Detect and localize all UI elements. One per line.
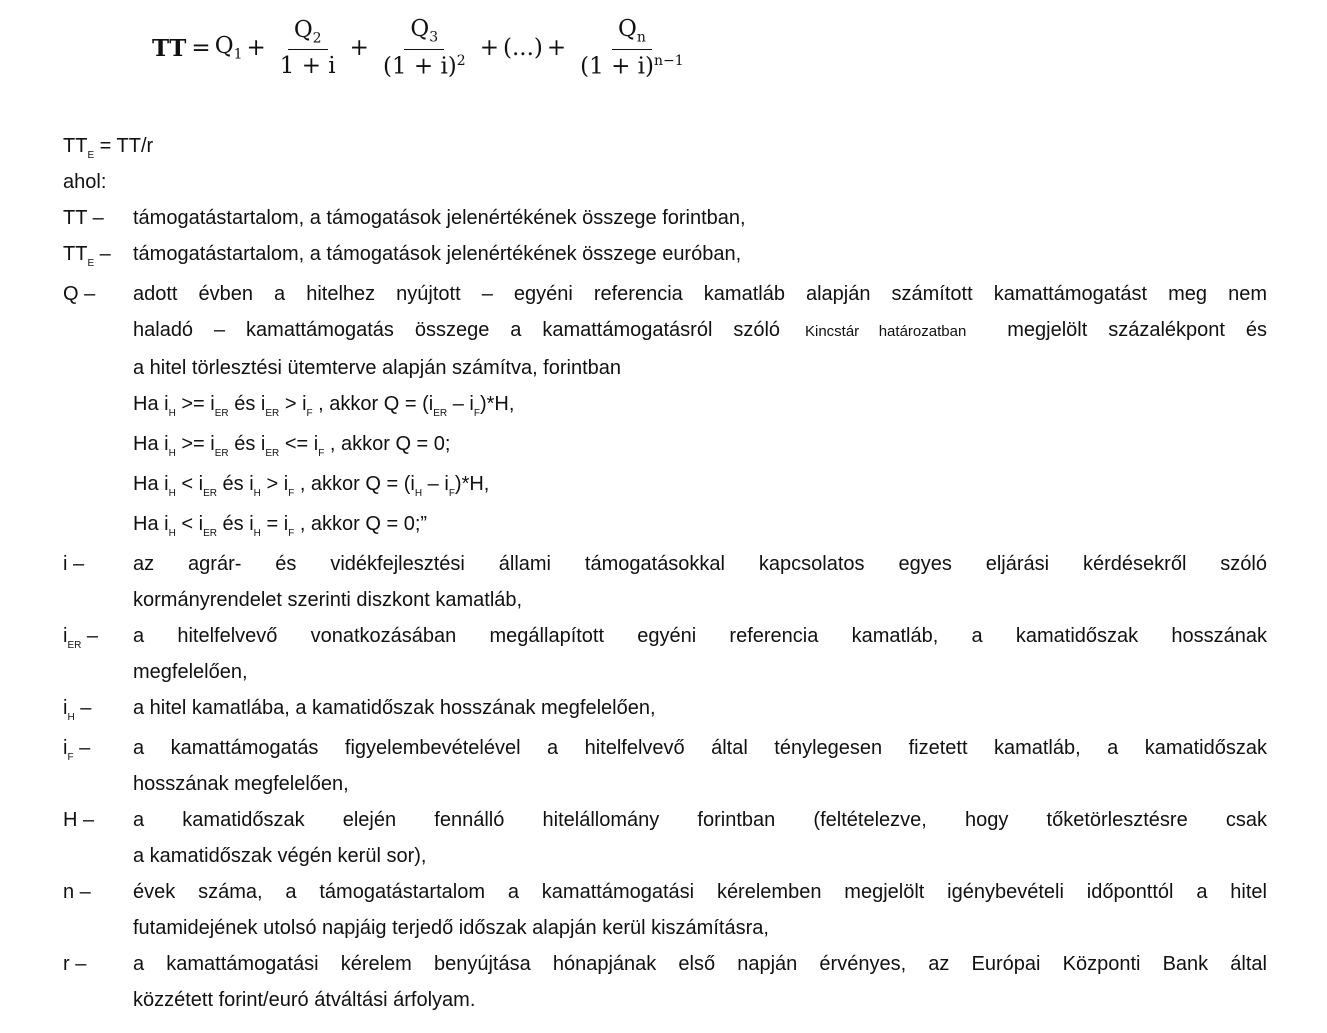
- definitions-document: [63, 128, 1267, 1018]
- definition-i: i – az agrár- és vidékfejlesztési állami támogatásokkal kapcsolatos egyes eljárási kérdésekről szóló kormányrendelet szerinti diszkont kamatláb,: [63, 546, 1267, 618]
- definition-tt: TT – támogatástartalom, a támogatások jelenértékének összege forintban,: [63, 200, 1267, 236]
- term-r: r –: [63, 953, 87, 975]
- condition-2: Ha $i_H >= i_{ER}$ és $i_{ER} <= i_F$ , akkor Q = 0;: [133, 433, 451, 459]
- formula-plus: +: [246, 35, 266, 61]
- term-ier: $i_{ER}$ –: [63, 625, 99, 651]
- formula-plus: +: [479, 35, 499, 61]
- term-if: $i_F$ –: [63, 737, 91, 763]
- formula-fraction-q3: $\frac{Q_3}{(1 + i)^2}$: [382, 16, 466, 80]
- term-tt: TT –: [63, 207, 104, 229]
- definition-if: $i_F$ – a kamattámogatás figyelembevételével a hitelfelvevő által ténylegesen fizetett kamatláb, a kamatidőszak hosszának megfelelően,: [63, 730, 1267, 802]
- formula-plus: +: [349, 35, 369, 61]
- term-i: i –: [63, 553, 85, 575]
- formula-fraction-qn: $\frac{Q_n}{(1 + i)^{n-1}}$: [580, 16, 684, 80]
- definition-tte: $TT_E$ – támogatástartalom, a támogatások jelenértékének összege euróban,: [63, 236, 1267, 276]
- term-n: n –: [63, 881, 91, 903]
- definition-ier: $i_{ER}$ – a hitelfelvevő vonatkozásában megállapított egyéni referencia kamatláb, a kamatidőszak hosszának megfelelően,: [63, 618, 1267, 690]
- definition-q: Q – adott évben a hitelhez nyújtott – egyéni referencia kamatláb alapján számított kamattámogatást meg nem haladó – kamattámogatás összege a kamattámogatásról szóló Kincstár határozatban megjelölt százalékpont és a hitel törlesztési ütemterve alapján számítva, forintban Ha $i_H >= i_{ER}$ és $i_{ER} > i_F$ , akkor $Q = (i_{ER} - i_F)*H$, Ha $i_H >= i_{ER}$ és $i_{ER} <= i_F$ , akkor Q = 0; Ha $i_H < i_{ER}$ és $i_H > i_F$ , akkor $Q = (i_H - i_F)*H$, Ha $i_H < i_{ER}$ és $i_H = i_F$ , akkor Q = 0;”: [63, 276, 1267, 546]
- formula-ellipsis: (...): [502, 35, 543, 61]
- term-tte: $TT_E$ –: [63, 243, 111, 269]
- formula-lhs: TT: [152, 34, 188, 62]
- q-def-line-2: haladó – kamattámogatás összege a kamattámogatásról szóló Kincstár határozatban megjelölt százalékpont és: [133, 319, 1268, 341]
- formula-fraction-q2: $\frac{Q_2}{1 + i}$: [279, 16, 336, 80]
- present-value-formula: [152, 8, 694, 88]
- term-h: H –: [63, 809, 95, 831]
- condition-4: Ha $i_H < i_{ER}$ és $i_H = i_F$ , akkor Q = 0;”: [133, 513, 428, 539]
- tte-formula-line: $TT_E = TT/r$: [63, 135, 154, 161]
- term-q: Q –: [63, 283, 96, 305]
- condition-1: Ha $i_H >= i_{ER}$ és $i_{ER} > i_F$ , akkor $Q = (i_{ER} - i_F)*H$,: [133, 393, 515, 419]
- definition-h: H – a kamatidőszak elején fennálló hitelállomány forintban (feltételezve, hogy tőketörlesztésre csak a kamatidőszak végén kerül sor),: [63, 802, 1267, 874]
- formula-plus: +: [546, 35, 567, 61]
- formula-q1: $Q_1$: [214, 33, 243, 63]
- formula-equals: =: [191, 35, 211, 61]
- condition-3: Ha $i_H < i_{ER}$ és $i_H > i_F$ , akkor $Q = (i_H - i_F)*H$,: [133, 473, 490, 499]
- definition-ih: $i_H$ – a hitel kamatlába, a kamatidőszak hosszának megfelelően,: [63, 690, 1267, 730]
- definition-r: r – a kamattámogatási kérelem benyújtása hónapjának első napján érvényes, az Európai Központi Bank által közzétett forint/euró átváltási árfolyam.: [63, 946, 1267, 1018]
- ahol-label: ahol:: [63, 171, 107, 193]
- definition-n: n – évek száma, a támogatástartalom a kamattámogatási kérelemben megjelölt igénybevételi időponttól a hitel futamidejének utolsó napjáig terjedő időszak alapján kerül kiszámításra,: [63, 874, 1267, 946]
- term-ih: $i_H$ –: [63, 697, 92, 723]
